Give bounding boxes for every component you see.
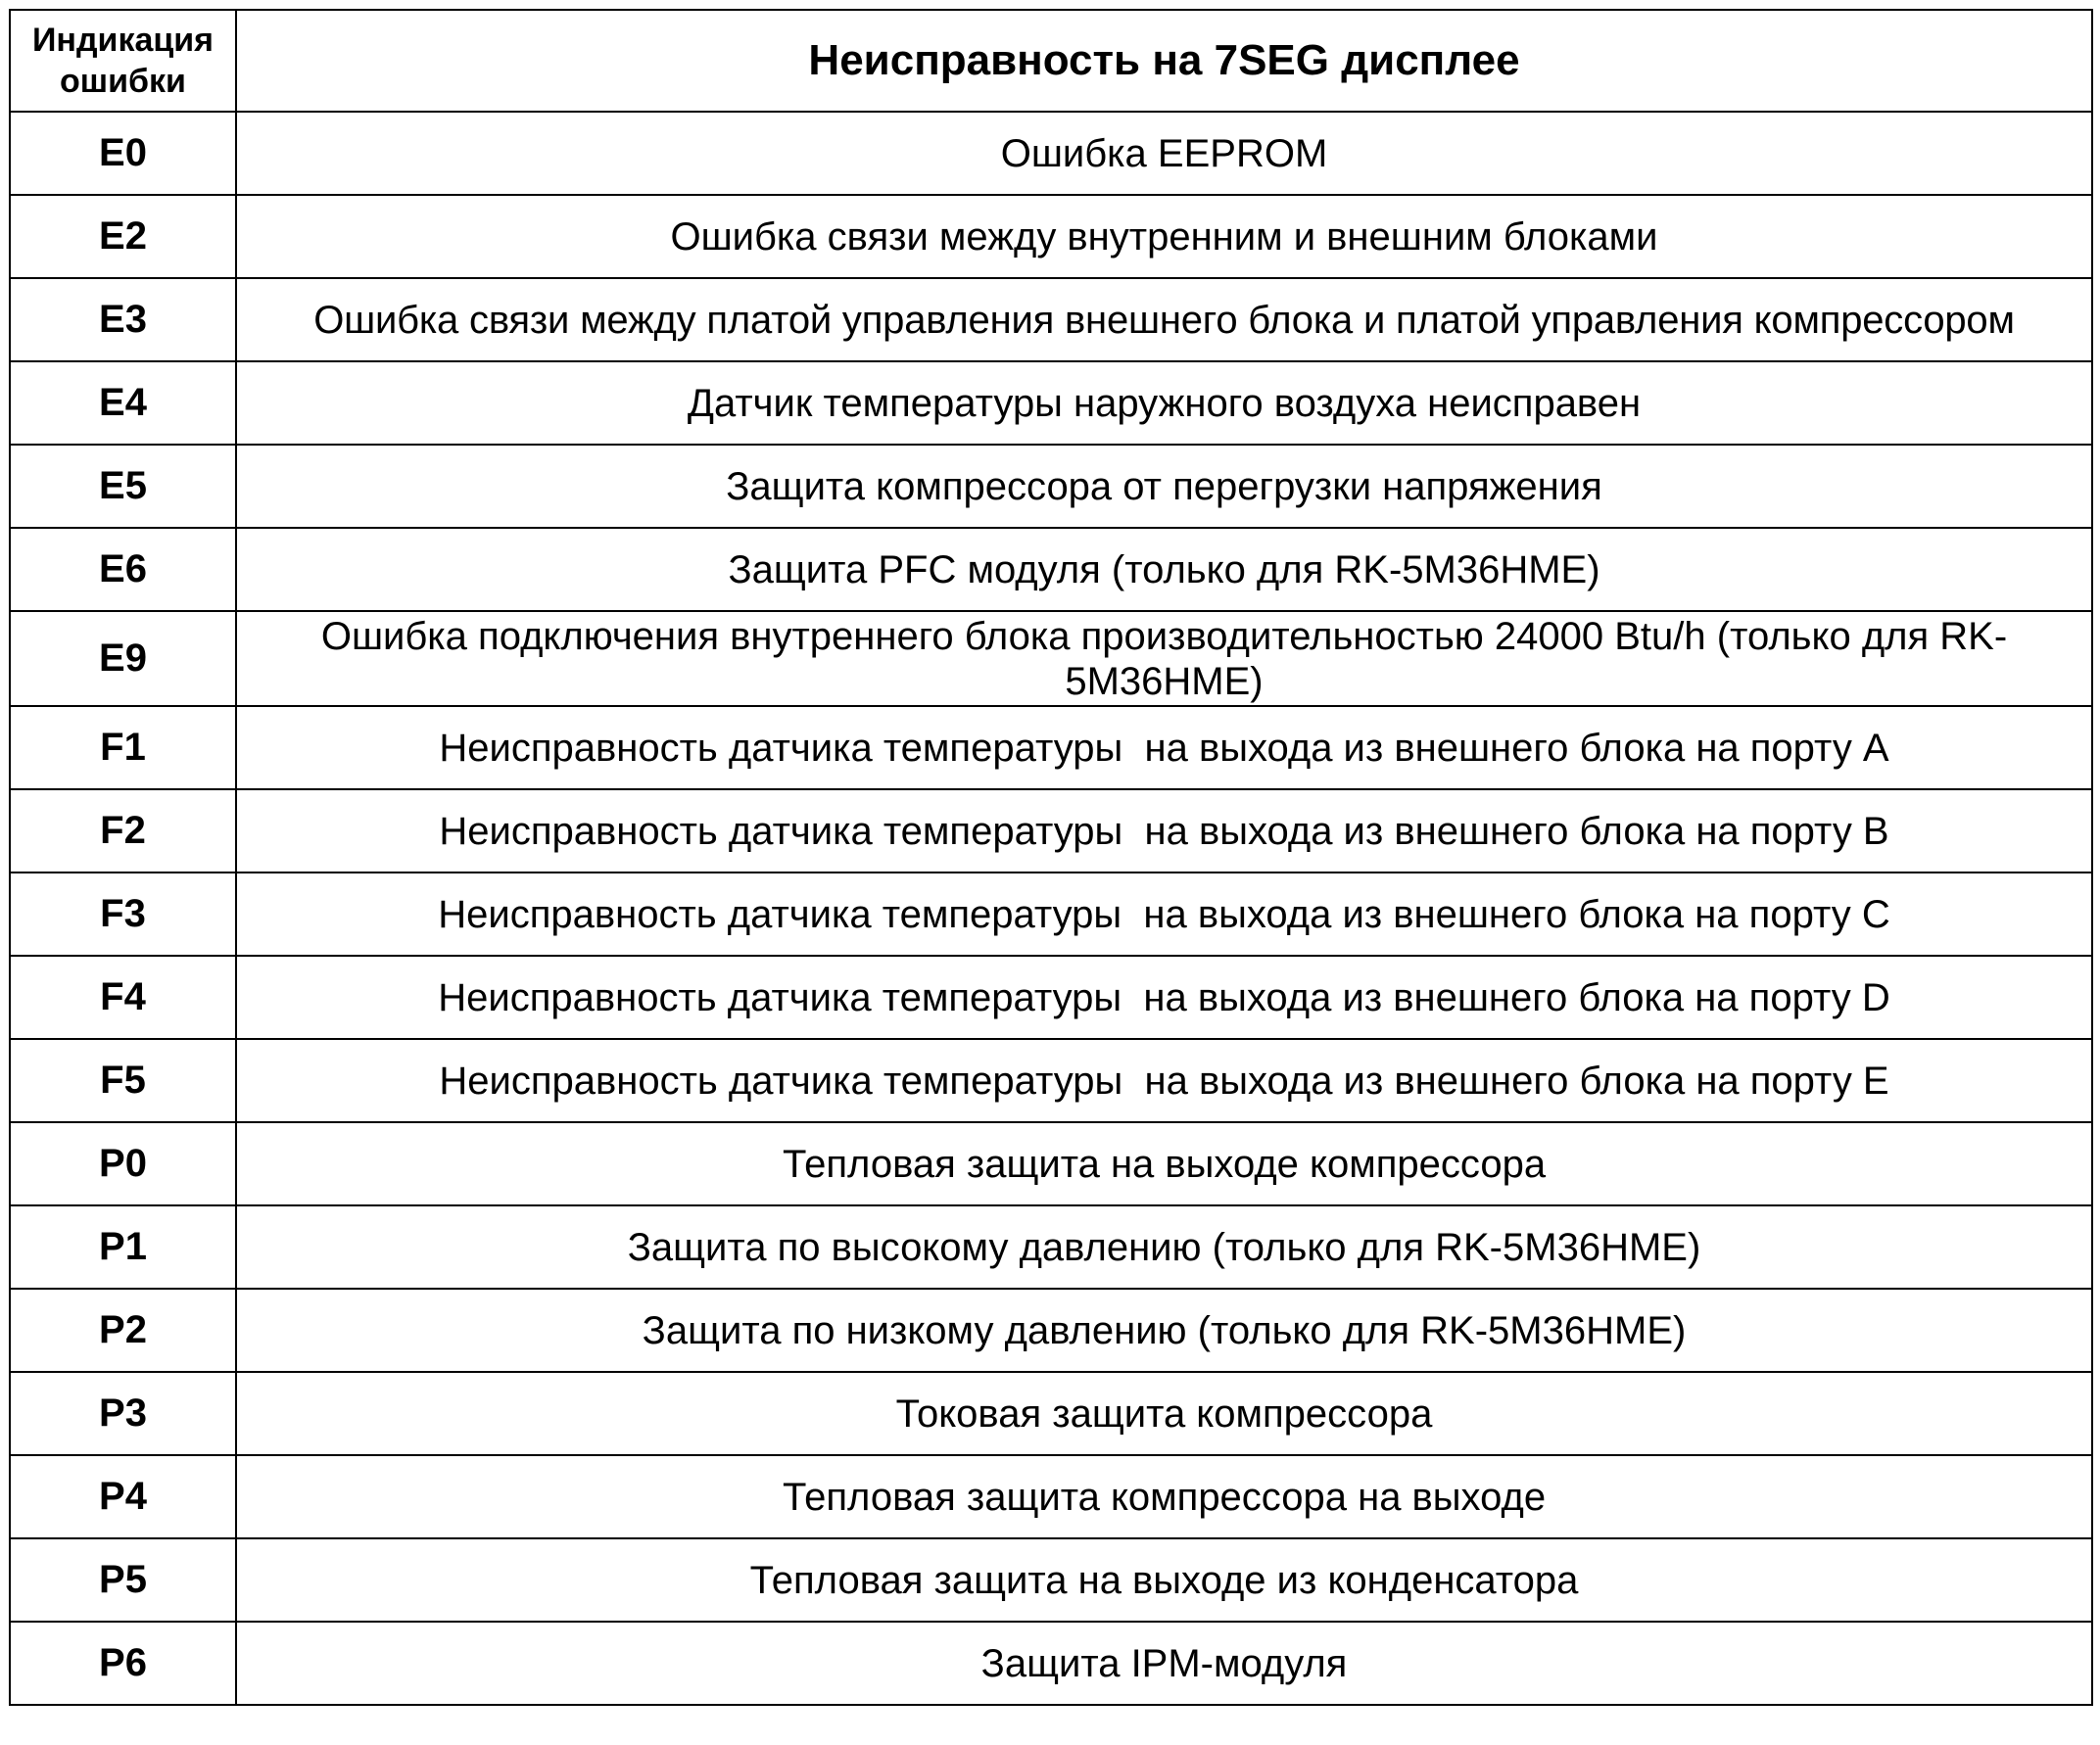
error-description-cell: Неисправность датчика температуры на выхода из внешнего блока на порту C bbox=[236, 872, 2092, 956]
error-code-cell: P0 bbox=[10, 1122, 236, 1205]
error-code-cell: F4 bbox=[10, 956, 236, 1039]
error-description-cell: Защита по высокому давлению (только для RK-5M36HME) bbox=[236, 1205, 2092, 1289]
error-description-cell: Защита PFC модуля (только для RK-5M36HME) bbox=[236, 528, 2092, 611]
table-row bbox=[10, 445, 2092, 528]
table-row bbox=[10, 361, 2092, 445]
table-row bbox=[10, 1289, 2092, 1372]
error-code-table bbox=[9, 9, 2093, 1706]
column-header-code: Индикация ошибки bbox=[10, 10, 236, 112]
table-row bbox=[10, 956, 2092, 1039]
table-row bbox=[10, 789, 2092, 872]
table-row bbox=[10, 1039, 2092, 1122]
error-code-cell: E6 bbox=[10, 528, 236, 611]
error-description-cell: Тепловая защита на выходе компрессора bbox=[236, 1122, 2092, 1205]
column-header-description: Неисправность на 7SEG дисплее bbox=[236, 10, 2092, 112]
error-code-cell: E0 bbox=[10, 112, 236, 195]
error-description-cell: Неисправность датчика температуры на выхода из внешнего блока на порту E bbox=[236, 1039, 2092, 1122]
error-description-cell: Токовая защита компрессора bbox=[236, 1372, 2092, 1455]
error-code-cell: P4 bbox=[10, 1455, 236, 1538]
error-code-cell: F5 bbox=[10, 1039, 236, 1122]
table-header-row bbox=[10, 10, 2092, 112]
error-description-cell: Защита компрессора от перегрузки напряжения bbox=[236, 445, 2092, 528]
error-description-cell: Тепловая защита на выходе из конденсатора bbox=[236, 1538, 2092, 1622]
error-description-cell: Ошибка EEPROM bbox=[236, 112, 2092, 195]
table-row bbox=[10, 1538, 2092, 1622]
error-code-cell: P6 bbox=[10, 1622, 236, 1705]
table-row bbox=[10, 1622, 2092, 1705]
error-description-cell: Защита по низкому давлению (только для RK-5M36HME) bbox=[236, 1289, 2092, 1372]
error-code-cell: E9 bbox=[10, 611, 236, 706]
table-row bbox=[10, 195, 2092, 278]
error-description-cell: Неисправность датчика температуры на выхода из внешнего блока на порту D bbox=[236, 956, 2092, 1039]
error-code-cell: P2 bbox=[10, 1289, 236, 1372]
error-description-cell: Ошибка связи между внутренним и внешним блоками bbox=[236, 195, 2092, 278]
table-row bbox=[10, 528, 2092, 611]
error-code-cell: E2 bbox=[10, 195, 236, 278]
error-code-cell: E4 bbox=[10, 361, 236, 445]
error-code-cell: F3 bbox=[10, 872, 236, 956]
table-row bbox=[10, 1372, 2092, 1455]
error-description-cell: Ошибка подключения внутреннего блока производительностью 24000 Btu/h (только для RK-5M36HME) bbox=[236, 611, 2092, 706]
error-code-cell: P1 bbox=[10, 1205, 236, 1289]
table-row bbox=[10, 1205, 2092, 1289]
error-code-cell: E5 bbox=[10, 445, 236, 528]
table-row bbox=[10, 278, 2092, 361]
error-description-cell: Датчик температуры наружного воздуха неисправен bbox=[236, 361, 2092, 445]
error-code-cell: F1 bbox=[10, 706, 236, 789]
error-code-cell: F2 bbox=[10, 789, 236, 872]
error-description-cell: Неисправность датчика температуры на выхода из внешнего блока на порту A bbox=[236, 706, 2092, 789]
table-row bbox=[10, 872, 2092, 956]
table-row bbox=[10, 706, 2092, 789]
error-description-cell: Ошибка связи между платой управления внешнего блока и платой управления компрессором bbox=[236, 278, 2092, 361]
error-description-cell: Неисправность датчика температуры на выхода из внешнего блока на порту B bbox=[236, 789, 2092, 872]
table-row bbox=[10, 1455, 2092, 1538]
error-code-cell: P5 bbox=[10, 1538, 236, 1622]
table-row bbox=[10, 112, 2092, 195]
error-code-cell: E3 bbox=[10, 278, 236, 361]
error-description-cell: Защита IPM-модуля bbox=[236, 1622, 2092, 1705]
table-row bbox=[10, 1122, 2092, 1205]
table-row bbox=[10, 611, 2092, 706]
error-description-cell: Тепловая защита компрессора на выходе bbox=[236, 1455, 2092, 1538]
error-code-cell: P3 bbox=[10, 1372, 236, 1455]
